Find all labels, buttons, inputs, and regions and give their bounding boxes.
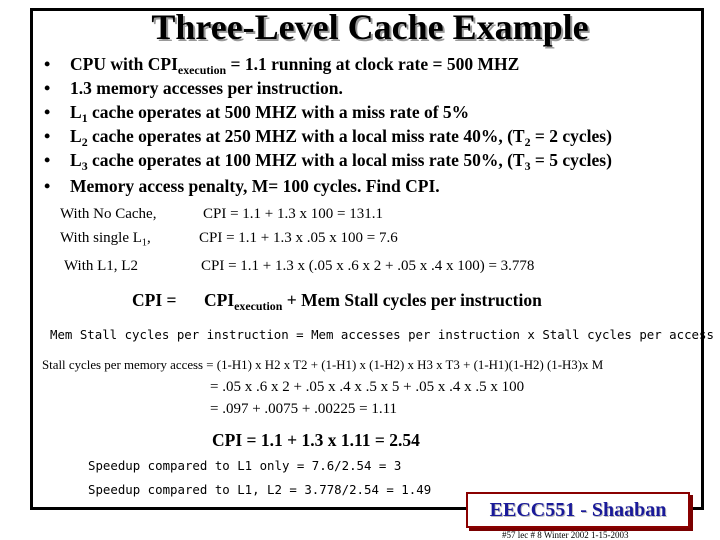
cpi-lhs: CPI = <box>132 290 177 310</box>
bullet-memory: Memory access penalty, M= 100 cycles. Find CPI. <box>70 176 440 196</box>
cpi-formula: $CPI_{execution}$ + Mem Stall cycles per instruction <box>204 290 542 314</box>
bullet-marker: • <box>44 150 51 170</box>
l1-l2-label: With L1, L2 <box>64 258 138 274</box>
mem-stall-definition: Mem Stall cycles per instruction = Mem accesses per instruction x Stall cycles per access <box>50 327 714 342</box>
bullet-l2: $L_2$ cache operates at 250 MHZ with a local miss rate 40%, ($T_2 = 2$ cycles) <box>70 126 612 150</box>
bullet-marker: • <box>44 102 51 122</box>
no-cache-label: With No Cache, <box>60 206 157 222</box>
course-badge: EECC551 - Shaaban <box>466 492 690 528</box>
stall-per-access-formula: Stall cycles per memory access = (1-H1) x H2 x T2 + (1-H1) x (1-H2) x H3 x T3 + (1-H1)(1-H2) (1-H3)x M <box>42 358 604 372</box>
bullet-accesses: 1.3 memory accesses per instruction. <box>70 78 343 98</box>
bullet-marker: • <box>44 78 51 98</box>
bullet-l1: $L_1$ cache operates at 500 MHZ with a miss rate of 5% <box>70 102 470 126</box>
slide-title: Three-Level Cache Example <box>151 7 589 47</box>
bullet-marker: • <box>44 126 51 146</box>
calc-line-1: = .05 x .6 x 2 + .05 x .4 x .5 x 5 + .05 x .4 x .5 x 100 <box>210 379 525 395</box>
l1-l2-equation: CPI = 1.1 + 1.3 x (.05 x .6 x 2 + .05 x .4 x 100) = 3.778 <box>201 258 535 274</box>
cpi-final: CPI = 1.1 + 1.3 x 1.11 = 2.54 <box>212 430 420 450</box>
bullet-marker: • <box>44 176 51 196</box>
bullet-marker: • <box>44 54 51 74</box>
bullet-cpu: CPU with $CPI_{execution} = 1.1$ running at clock rate = 500 MHZ <box>70 54 520 78</box>
slide-footer: #57 lec # 8 Winter 2002 1-15-2003 <box>502 530 629 540</box>
speedup-l1: Speedup compared to L1 only = 7.6/2.54 = 3 <box>88 458 402 473</box>
single-l1-equation: CPI = 1.1 + 1.3 x .05 x 100 = 7.6 <box>199 230 398 246</box>
no-cache-equation: CPI = 1.1 + 1.3 x 100 = 131.1 <box>203 206 383 222</box>
calc-line-2: = .097 + .0075 + .00225 = 1.11 <box>210 401 398 417</box>
single-l1-label: With single $L_1$, <box>60 230 151 249</box>
speedup-l1-l2: Speedup compared to L1, L2 = 3.778/2.54 = 1.49 <box>88 482 432 497</box>
bullet-l3: $L_3$ cache operates at 100 MHZ with a local miss rate 50%, ($T_3 = 5$ cycles) <box>70 150 612 174</box>
